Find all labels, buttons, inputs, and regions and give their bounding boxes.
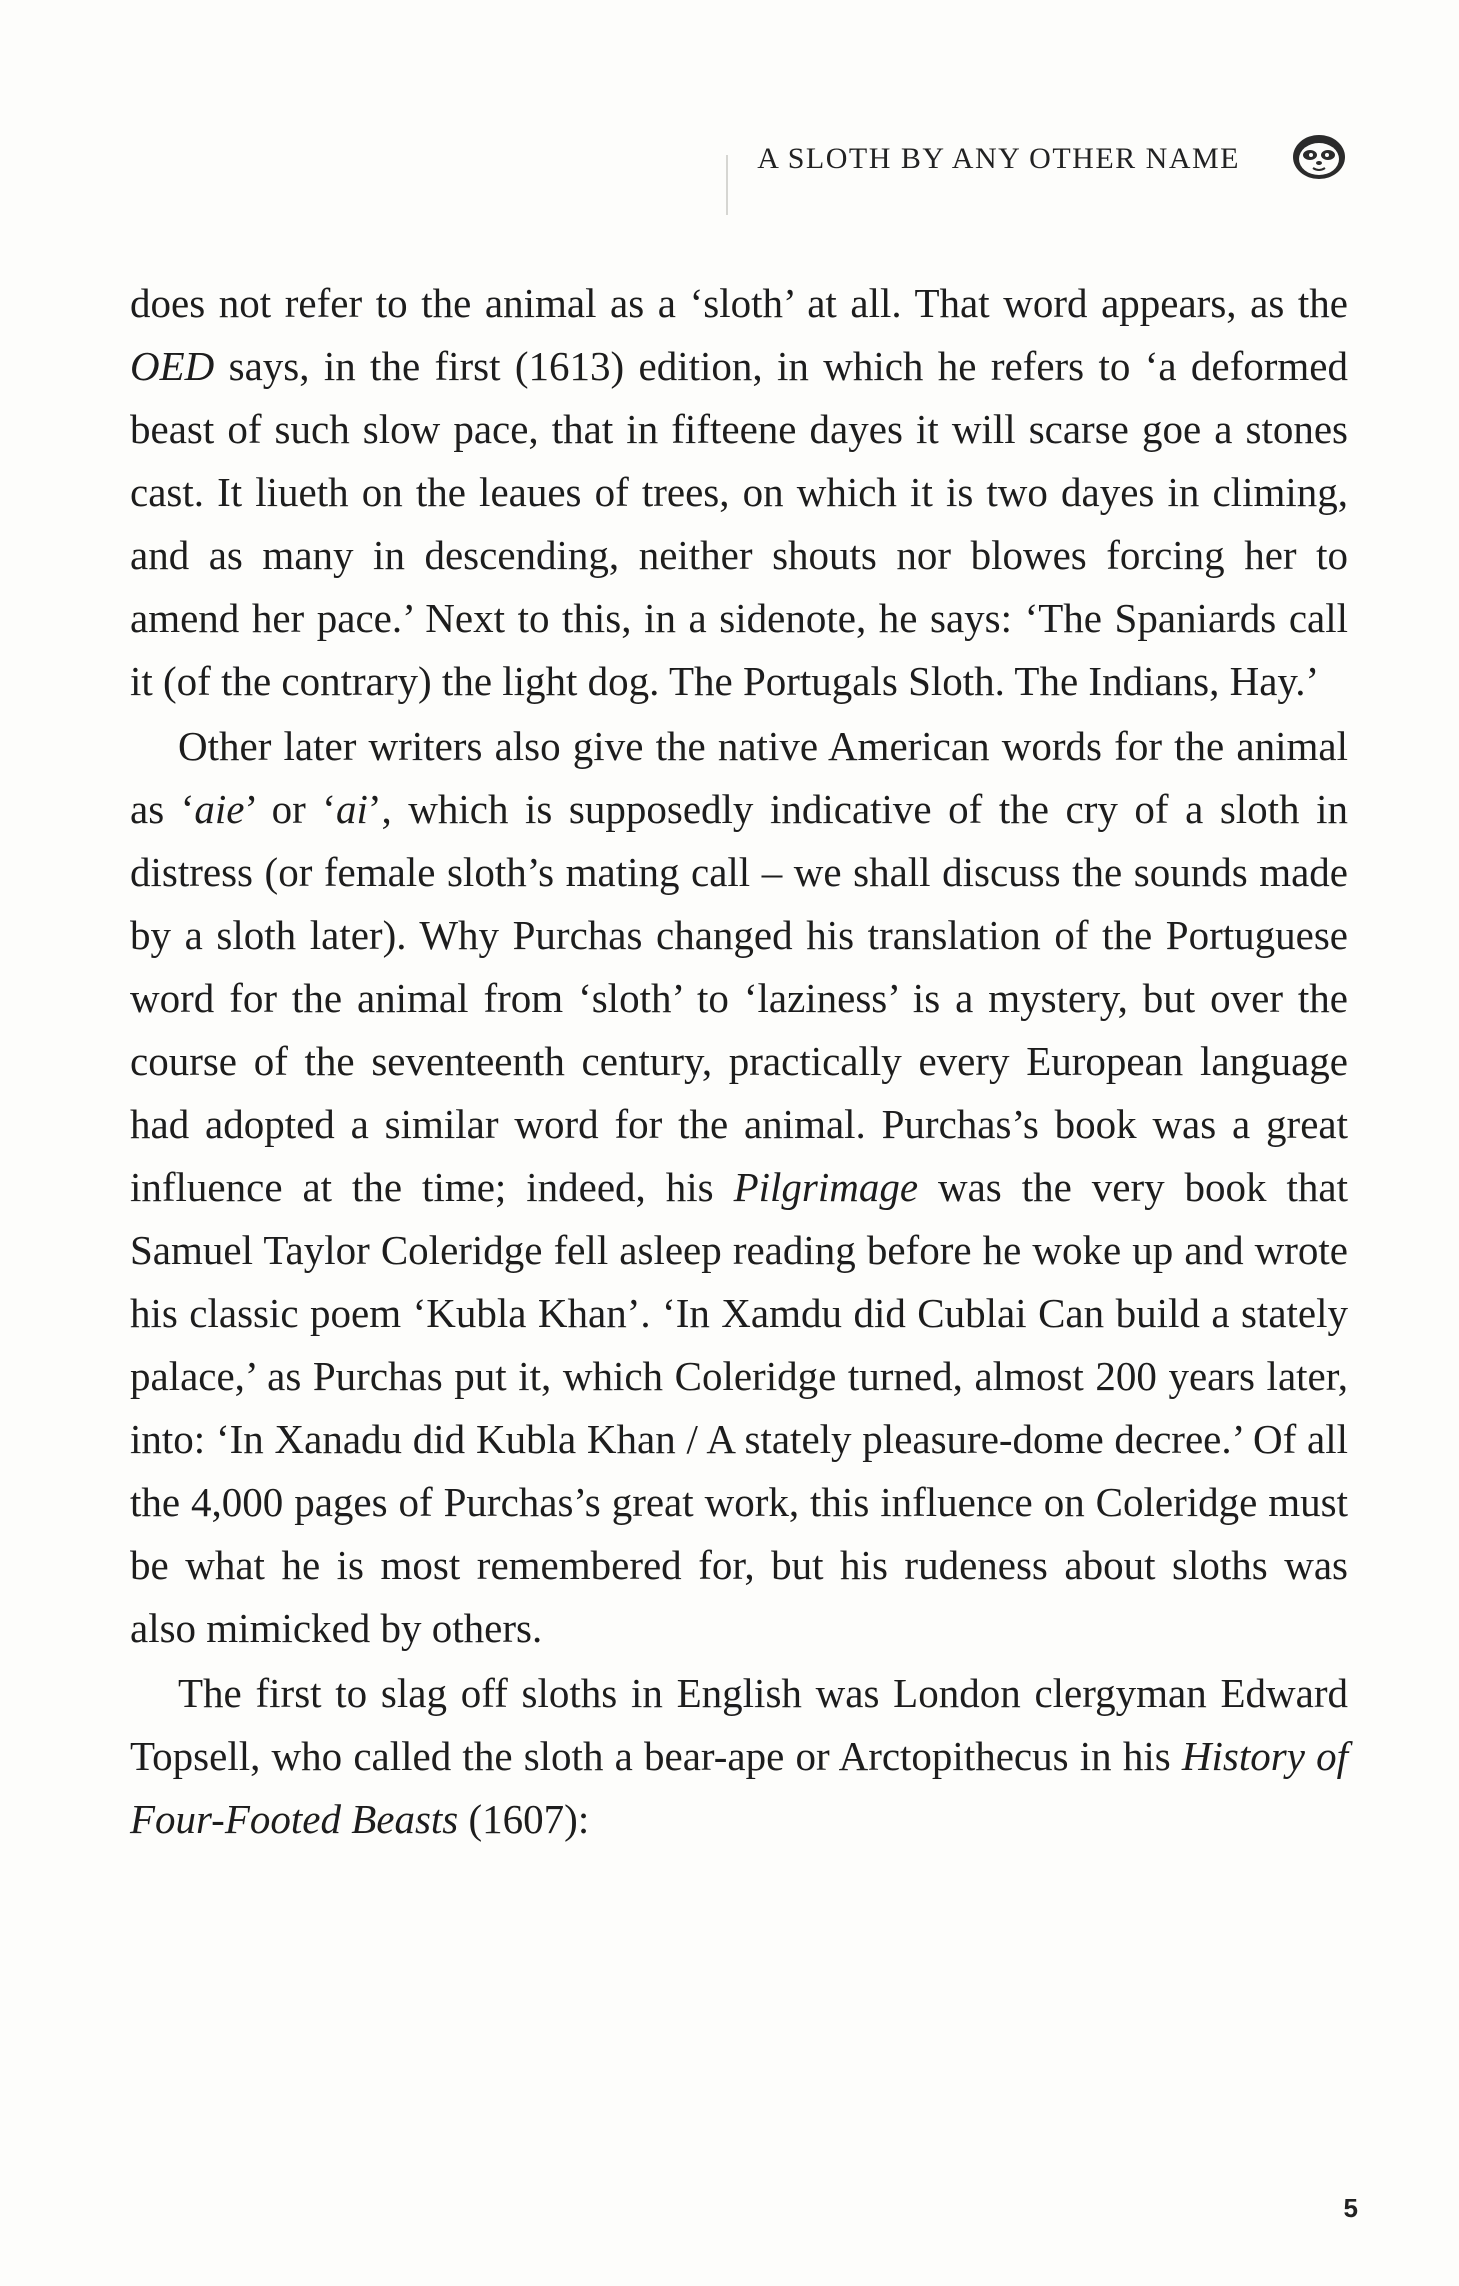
italic-text-run: OED (130, 343, 215, 389)
running-header: A SLOTH BY ANY OTHER NAME (757, 142, 1240, 175)
paragraph (130, 715, 1348, 1660)
italic-text-run: aie (194, 786, 245, 832)
text-run: was the very book that Samuel Taylor Coleridge fell asleep reading before he woke up and wrote his classic poem ‘Kubla Khan’. ‘In Xamdu did Cublai Can build a stately palace,’ as Purchas put it, which Coleridge turned, almost 200 years later, into: ‘In Xanadu did Kubla Khan / A stately pleasure-dome decree.’ Of all the 4,000 pages of Purchas’s great work, this influence on Coleridge must be what he is most remembered for, but his rudeness about sloths was also mimicked by others. (130, 1164, 1348, 1651)
italic-text-run: ai (335, 786, 368, 832)
text-run: does not refer to the animal as a ‘sloth’ at all. That word appears, as the (130, 280, 1348, 326)
paragraph (130, 1662, 1348, 1851)
text-run: Other later writers also give the native American words for the animal as ‘ (130, 723, 1348, 832)
italic-text-run: History of Four-Footed Beasts (130, 1733, 1348, 1842)
paragraph (130, 272, 1348, 713)
italic-text-run: Pilgrimage (733, 1164, 919, 1210)
text-run: ’, which is supposedly indicative of the cry of a sloth in distress (or female sloth’s mating call – we shall discuss the sounds made by a sloth later). Why Purchas changed his translation of the Portuguese word for the animal from ‘sloth’ to ‘laziness’ is a mystery, but over the course of the seventeenth century, practically every European language had adopted a similar word for the animal. Purchas’s book was a great influence at the time; indeed, his (130, 786, 1348, 1210)
text-run: ’ or ‘ (244, 786, 336, 832)
page-number: 5 (1343, 2193, 1358, 2223)
text-run: The first to slag off sloths in English was London clergyman Edward Topsell, who called the sloth a bear-ape or Arctopithecus in his (130, 1670, 1348, 1779)
body-text (130, 272, 1348, 1851)
text-run: says, in the first (1613) edition, in which he refers to ‘a deformed beast of such slow pace, that in fifteene dayes it will scarse goe a stones cast. It liueth on the leaues of trees, on which it is two dayes in climing, and as many in descending, neither shouts nor blowes forcing her to amend her pace.’ Next to this, in a sidenote, he says: ‘The Spaniards call it (of the contrary) the light dog. The Portugals Sloth. The Indians, Hay.’ (130, 343, 1348, 704)
sloth-face-icon (1290, 132, 1348, 182)
scan-line-mark (726, 155, 728, 215)
text-run: (1607): (458, 1796, 590, 1842)
